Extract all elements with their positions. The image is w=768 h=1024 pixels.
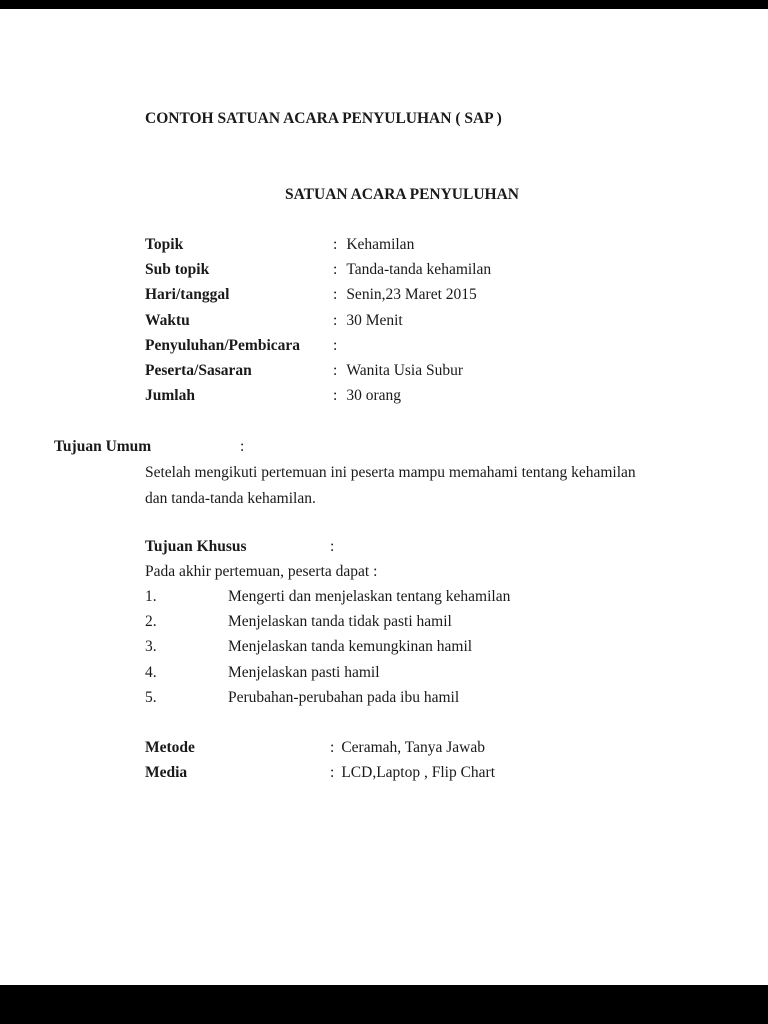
detail-colon: :: [333, 387, 338, 405]
tujuan-khusus-label: Tujuan Khusus: [145, 538, 247, 555]
detail-row-penyuluhan: [145, 333, 728, 358]
list-item: [145, 609, 728, 634]
list-item-number: 3.: [145, 638, 157, 656]
detail-colon: :: [333, 260, 338, 278]
tujuan-umum-colon: :: [240, 438, 245, 455]
list-item: [145, 584, 728, 609]
media-colon: :: [330, 764, 335, 781]
detail-label: Jumlah: [145, 387, 195, 405]
detail-value: 30 Menit: [346, 311, 403, 329]
detail-colon: :: [333, 286, 338, 304]
list-item-text: Menjelaskan tanda tidak pasti hamil: [228, 612, 452, 630]
list-item-text: Menjelaskan tanda kemungkinan hamil: [228, 638, 473, 656]
tujuan-umum-heading: [54, 438, 244, 456]
tujuan-umum-label: Tujuan Umum: [54, 438, 152, 455]
media-value: LCD,Laptop , Flip Chart: [341, 764, 496, 781]
detail-label: Sub topik: [145, 260, 210, 278]
media-row: [145, 764, 495, 782]
detail-colon: :: [333, 362, 338, 380]
detail-value: Kehamilan: [346, 235, 415, 253]
document-title: SATUAN ACARA PENYULUHAN: [285, 186, 519, 203]
list-item-number: 4.: [145, 663, 157, 681]
details-section: [145, 232, 728, 409]
tujuan-khusus-intro: Pada akhir pertemuan, peserta dapat :: [145, 563, 378, 580]
detail-value: Wanita Usia Subur: [346, 362, 464, 380]
tujuan-umum-body: Setelah mengikuti pertemuan ini peserta mampu memahami tentang kehamilan dan tanda-tanda kehamilan.: [145, 464, 636, 507]
detail-label: Waktu: [145, 311, 190, 329]
document-header: CONTOH SATUAN ACARA PENYULUHAN ( SAP ): [145, 110, 502, 127]
list-item-text: Mengerti dan menjelaskan tentang kehamilan: [228, 587, 511, 605]
list-item-number: 1.: [145, 587, 157, 605]
list-item: [145, 635, 728, 660]
tujuan-khusus-heading: [145, 538, 334, 556]
letterbox-bottom: [0, 985, 768, 1024]
list-item-number: 2.: [145, 612, 157, 630]
detail-row-waktu: [145, 308, 728, 333]
metode-colon: :: [330, 739, 335, 756]
tujuan-khusus-colon: :: [330, 538, 335, 555]
detail-label: Penyuluhan/Pembicara: [145, 336, 301, 354]
detail-label: Topik: [145, 235, 184, 253]
detail-value: Senin,23 Maret 2015: [346, 286, 477, 304]
detail-row-hari-tanggal: [145, 283, 728, 308]
metode-row: [145, 739, 485, 757]
list-item-text: Perubahan-perubahan pada ibu hamil: [228, 688, 460, 706]
media-label: Media: [145, 764, 188, 781]
detail-row-subtopik: [145, 257, 728, 282]
detail-row-topik: [145, 232, 728, 257]
tujuan-khusus-list: [145, 584, 728, 710]
metode-label: Metode: [145, 739, 195, 756]
detail-value: 30 orang: [346, 387, 401, 405]
detail-colon: :: [333, 235, 338, 253]
detail-row-jumlah: [145, 384, 728, 409]
document-page: [0, 9, 768, 985]
metode-value: Ceramah, Tanya Jawab: [341, 739, 485, 756]
list-item: [145, 685, 728, 710]
detail-value: Tanda-tanda kehamilan: [346, 260, 492, 278]
detail-label: Peserta/Sasaran: [145, 362, 252, 380]
detail-label: Hari/tanggal: [145, 286, 230, 304]
list-item-number: 5.: [145, 688, 157, 706]
list-item: [145, 660, 728, 685]
detail-colon: :: [333, 336, 338, 354]
detail-row-peserta: [145, 358, 728, 383]
list-item-text: Menjelaskan pasti hamil: [228, 663, 380, 681]
letterbox-top: [0, 0, 768, 9]
detail-colon: :: [333, 311, 338, 329]
